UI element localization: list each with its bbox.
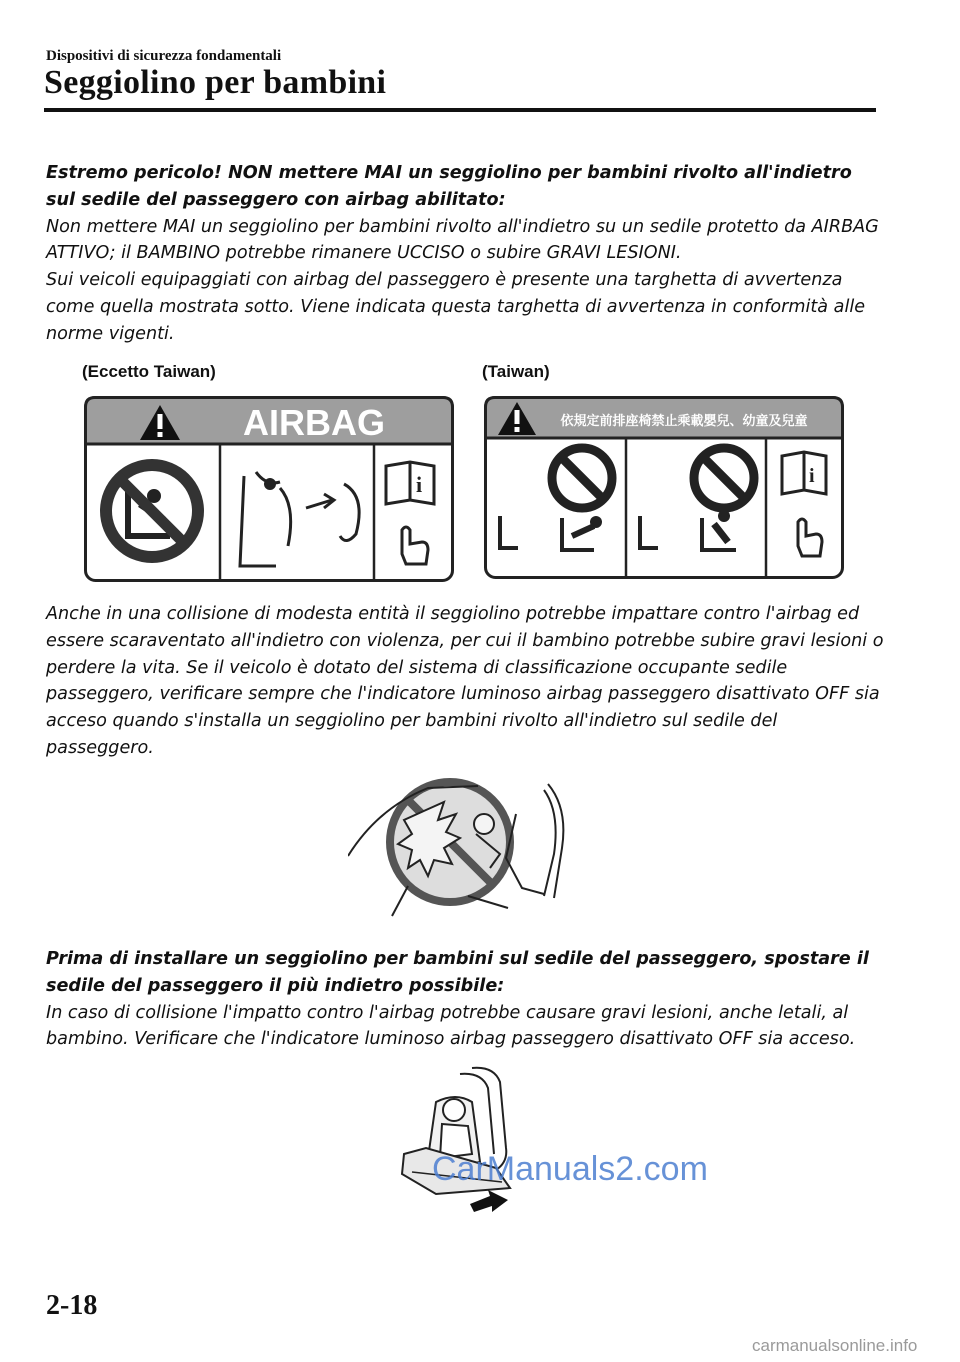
- prohibited-rear-seat-icon: [100, 459, 204, 563]
- taiwan-warning-label: [484, 396, 844, 579]
- child-seat-illustration: [396, 1062, 532, 1216]
- warning-2: [46, 946, 886, 1053]
- page-number: 2-18: [46, 1290, 98, 1321]
- taiwan-label-text: 依規定前排座椅禁止乘載嬰兒、幼童及兒童: [560, 414, 808, 429]
- warning-2-heading: Prima di installare un seggiolino per bambini sul sedile del passeggero, spostare il sedile del passeggero il più indietro possibile:: [46, 949, 869, 996]
- warning-2-body: In caso di collisione l'impatto contro l'airbag potrebbe causare gravi lesioni, anche letali, al bambino. Verificare che l'indicatore luminoso airbag passeggero disattivato OFF sia acceso.: [46, 1002, 856, 1050]
- footer-site: carmanualsonline.info: [752, 1336, 918, 1355]
- warning-1-heading: Estremo pericolo! NON mettere MAI un seggiolino per bambini rivolto all'indietro sul sedile del passeggero con airbag abilitato:: [46, 163, 852, 210]
- airbag-label-text: AIRBAG: [243, 402, 385, 443]
- move-back-arrow-icon: [470, 1190, 508, 1212]
- page-title: Seggiolino per bambini: [44, 64, 387, 101]
- paragraph-2: Anche in una collisione di modesta entità il seggiolino potrebbe impattare contro l'airbag ed essere scaraventato all'indietro con violenza, per cui il bambino potrebbe subire gravi lesioni o perdere la vita. Se il veicolo è dotato del sistema di classificazione occupante sedile passeggero, verificare sempre che l'indicatore luminoso airbag passeggero disattivato OFF sia acceso quando s'installa un seggiolino per bambini rivolto all'indietro sul sedile del passeggero.: [46, 604, 884, 758]
- prohibited-airbag-illustration: [348, 768, 584, 918]
- watermark: CarManuals2.com: [432, 1150, 708, 1188]
- warning-1-body-2: Sui veicoli equipaggiati con airbag del passeggero è presente una targhetta di avvertenza come quella mostrata sotto. Viene indicata questa targhetta di avvertenza in conformità alle norme vigenti.: [46, 270, 866, 344]
- svg-text:i: i: [809, 465, 815, 487]
- section-header: Dispositivi di sicurezza fondamentali: [46, 48, 282, 64]
- caption-taiwan: (Taiwan): [482, 362, 550, 381]
- warning-1-body-1: Non mettere MAI un seggiolino per bambini rivolto all'indietro su un sedile protetto da AIRBAG ATTIVO; il BAMBINO potrebbe rimanere UCCISO o subire GRAVI LESIONI.: [46, 216, 879, 264]
- caption-except-taiwan: (Eccetto Taiwan): [82, 362, 216, 381]
- warning-1: [46, 160, 886, 348]
- title-rule: [44, 108, 876, 112]
- airbag-warning-label: [84, 396, 454, 582]
- svg-text:i: i: [416, 472, 423, 497]
